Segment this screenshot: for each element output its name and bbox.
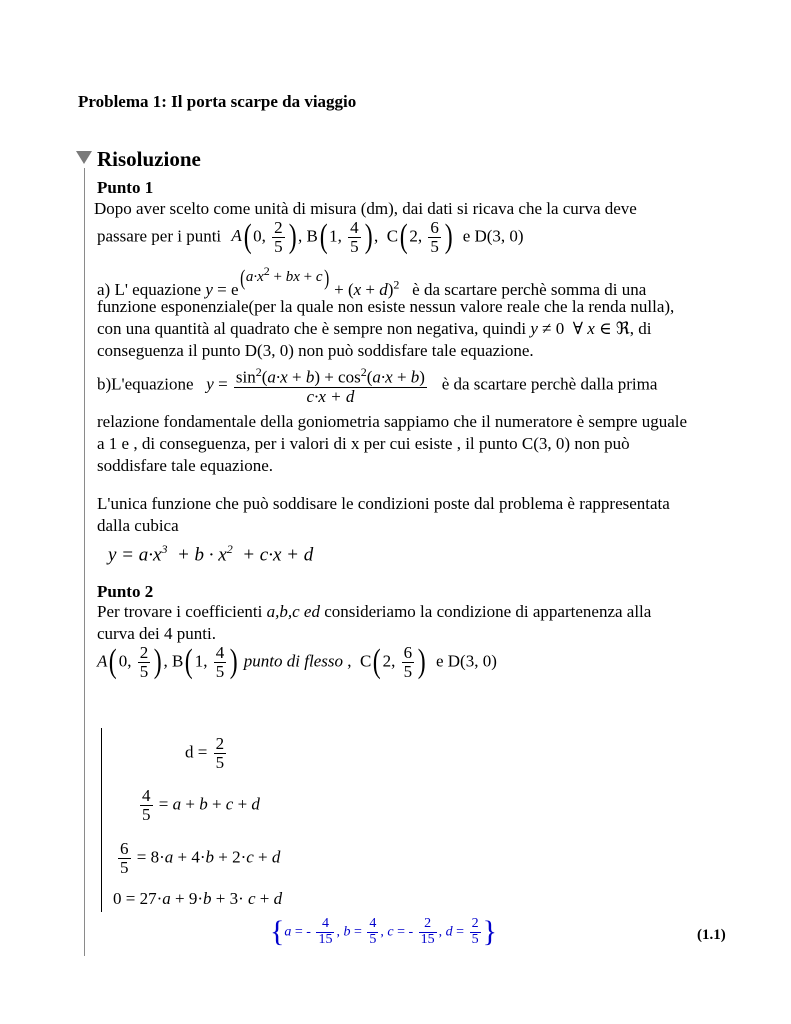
eq-a-line3-end: , di <box>629 319 652 338</box>
eq-a-line: a) L' equazione $y = e(a\cdot x^2$ + bx + $c) + (x + d)^2$ è da scartare perchè somma di una <box>97 264 647 299</box>
punto2-line1 <box>97 602 651 622</box>
unica-line2: dalla cubica <box>97 516 179 535</box>
section-bracket-line <box>84 168 85 956</box>
eq-b-line3-text: a 1 e , di conseguenza, per i valori di x per cui esiste , il punto <box>97 434 518 453</box>
punto2-coeffs: a,b,c ed <box>266 602 320 621</box>
eq-b-line4: soddisfare tale equazione. <box>97 456 274 475</box>
eq-b-line3-end: non può <box>574 434 630 453</box>
collapse-triangle-icon[interactable] <box>76 151 92 164</box>
section-title: Risoluzione <box>97 147 201 171</box>
system-eq2: $\frac{4}{5}$ = a + b + c + d <box>142 786 260 824</box>
eq-a-line2: funzione esponenziale(per la quale non esiste nessun valore reale che la renda nulla), <box>97 297 675 316</box>
system-eq4: 0 = 27·a + 9·b + 3· c + d <box>113 889 283 908</box>
flesso-label: punto di flesso <box>243 651 343 671</box>
eq-a-text: a) L' equazione <box>97 280 202 299</box>
eq-a-line3-text: con una quantità al quadrato che è sempre non negativa, quindi <box>97 319 527 338</box>
punto1-heading: Punto 1 <box>97 178 154 197</box>
points-line-2: A(0, $\frac{2}{5}$ ), B(1, $\frac{4}{5}$ ) punto di flesso , C(2, $\frac{6}{5}$ ) e D(3, 0) <box>97 643 497 681</box>
punto1-intro: Dopo aver scelto come unità di misura (dm), dai dati si ricava che la curva deve <box>94 199 637 218</box>
punto2-heading: Punto 2 <box>97 582 154 601</box>
eq-a-line4-end: non può soddisfare tale equazione. <box>298 341 534 360</box>
punto2-line2: curva dei 4 punti. <box>97 624 216 643</box>
solution-output: {a = - $\frac{4}{15}$ , b = $\frac{4}{5}$ , c = - $\frac{2}{15}$ , d = $\frac{2}{5}$ } <box>270 915 497 949</box>
eq-a-line4-text: conseguenza il punto <box>97 341 241 360</box>
eq-a-line3: con una quantità al quadrato che è sempre non negativa, quindi y ≠ 0 ∀ x ∈ ℜ, di <box>97 319 652 338</box>
eq-b-text2: è da scartare perchè dalla prima <box>441 374 658 394</box>
unica-line1: L'unica funzione che può soddisare le condizioni poste dal problema è rappresentata <box>97 494 670 513</box>
eq-a-text2: è da scartare perchè somma di una <box>412 280 647 299</box>
system-brace <box>101 728 102 912</box>
equation-number: (1.1) <box>697 927 726 943</box>
eq-b-text: b)L'equazione <box>97 374 194 394</box>
cubic-equation: $y = a\cdot x^3 + b \cdot x^2 + c\cdot x + d$ <box>108 542 314 566</box>
system-eq1: d = $\frac{2}{5}$ <box>185 734 225 772</box>
system-eq3: $\frac{6}{5}$ = 8·a + 4·b + 2·c + d <box>120 839 281 877</box>
points-line: passare per i punti A(0, $\frac{2}{5}$ ), B(1, $\frac{4}{5}$ ), C(2, $\frac{6}{5}$ ) e D(3, 0) <box>97 218 524 256</box>
punto2-line1-end: consideriamo la condizione di appartenenza alla <box>324 602 652 621</box>
eq-b-line2: relazione fondamentale della goniometria sappiamo che il numeratore è sempre uguale <box>97 412 688 431</box>
passare-text: passare per i punti <box>97 226 222 246</box>
eq-a-line4: conseguenza il punto D(3, 0) non può soddisfare tale equazione. <box>97 341 534 360</box>
eq-b-line: b)L'equazione y = $\frac{\sin^2(a\cdot x + b) + \cos^2(a\cdot x + b)}{c\cdot x + d}$ è da scartare perchè dalla prima <box>97 365 658 406</box>
punto2-line1-text: Per trovare i coefficienti <box>97 602 263 621</box>
eq-b-line3: a 1 e , di conseguenza, per i valori di x per cui esiste , il punto C(3, 0) non può <box>97 434 630 453</box>
page-title: Problema 1: Il porta scarpe da viaggio <box>78 92 357 111</box>
